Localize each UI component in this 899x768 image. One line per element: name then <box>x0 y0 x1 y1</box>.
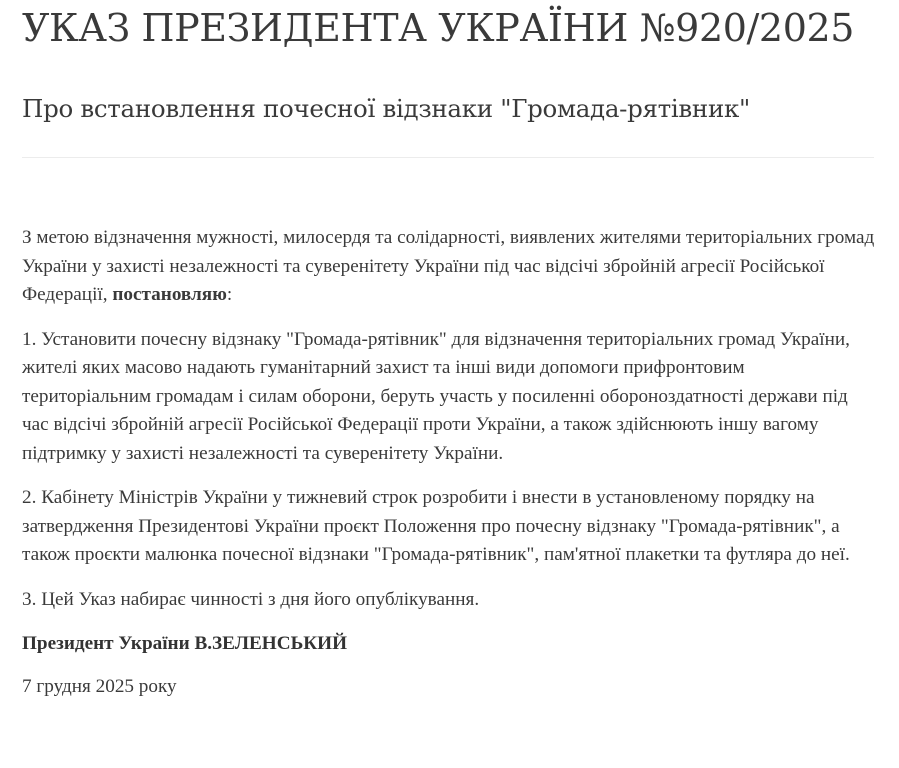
decree-item-3: 3. Цей Указ набирає чинності з дня його опублікування. <box>22 588 480 610</box>
decree-body <box>22 224 876 701</box>
decree-date: 7 грудня 2025 року <box>22 675 177 697</box>
preamble-text: З метою відзначення мужності, милосердя та солідарності, виявлених жителями територіальних громад України у захисті незалежності та суверенітету України під час відсічі збройній агресії Російської Федерації, <box>22 227 875 305</box>
page-subtitle: Про встановлення почесної відзнаки "Громада-рятівник" <box>22 94 750 123</box>
decree-item-1: 1. Установити почесну відзнаку "Громада-рятівник" для відзначення територіальних громад України, жителі яких масово надають гуманітарний захист та інші види допомоги прифронтовим територіальним громадам і силам оборони, беруть участь у посиленні обороноздатності держави під час відсічі збройній агресії Російської Федерації проти України, а також здійснюють іншу вагому підтримку у захисті незалежності та суверенітету України. <box>22 328 850 464</box>
decree-item-2: 2. Кабінету Міністрів України у тижневий строк розробити і внести в установленому порядку на затвердження Президентові України проєкт Положення про почесну відзнаку "Громада-рятівник", а також проєкти малюнка почесної відзнаки "Громада-рятівник", пам'ятної плакетки та футляра до неї. <box>22 487 850 565</box>
page-title: УКАЗ ПРЕЗИДЕНТА УКРАЇНИ №920/2025 <box>22 6 855 50</box>
preamble-paragraph <box>22 224 876 310</box>
preamble-suffix: : <box>226 284 233 305</box>
header-divider <box>22 157 874 158</box>
signature: Президент України В.ЗЕЛЕНСЬКИЙ <box>22 633 348 654</box>
preamble-emphasis: постановляю <box>112 284 227 305</box>
